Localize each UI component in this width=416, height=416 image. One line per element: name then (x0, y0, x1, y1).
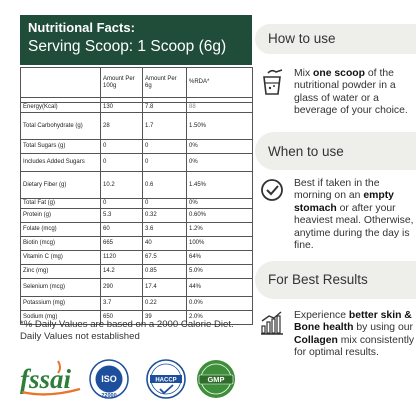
table-header-cell (21, 68, 101, 98)
haccp-logo-text: HACCP (155, 377, 177, 384)
rda-value: 1.45% (187, 172, 253, 199)
footnote-not-established: Daily Values not established (20, 331, 140, 342)
how-to-use-title: How to use (268, 31, 336, 46)
iso-logo-number: 22000 (101, 393, 117, 399)
nutrient-name: Dietary Fiber (g) (21, 172, 101, 199)
amount-per-100g: 290 (101, 279, 143, 297)
nutrition-table (20, 67, 253, 325)
when-to-use-title: When to use (268, 144, 344, 159)
table-row (21, 237, 253, 251)
fssai-logo (18, 358, 84, 400)
table-row (21, 172, 253, 199)
growth-chart-icon (260, 310, 284, 338)
amount-per-100g: 1120 (101, 251, 143, 265)
best-results-title: For Best Results (268, 272, 368, 287)
footnote (20, 319, 270, 343)
amount-per-6g: 0 (143, 140, 187, 154)
nutrient-name: Total Sugars (g) (21, 140, 101, 154)
table-row (21, 265, 253, 279)
amount-per-100g: 10.2 (101, 172, 143, 199)
nutrient-name: Biotin (mcg) (21, 237, 101, 251)
amount-per-100g: 28 (101, 113, 143, 140)
amount-per-100g: 0 (101, 154, 143, 172)
rda-value: 0% (187, 140, 253, 154)
amount-per-6g: 67.5 (143, 251, 187, 265)
amount-per-6g: 1.7 (143, 113, 187, 140)
clock-check-icon (260, 178, 284, 206)
amount-per-100g: 130 (101, 103, 143, 113)
table-row (21, 140, 253, 154)
amount-per-6g: 0 (143, 154, 187, 172)
nutrient-name: Zinc (mg) (21, 265, 101, 279)
table-row (21, 199, 253, 209)
amount-per-6g: 0.32 (143, 209, 187, 223)
amount-per-6g: 0.6 (143, 172, 187, 199)
rda-value: 0.0% (187, 297, 253, 311)
rda-value: 1.2% (187, 223, 253, 237)
gmp-logo-text: GMP (207, 375, 225, 385)
table-header-cell: Amount Per 6g (143, 68, 187, 98)
rda-value: 0% (187, 199, 253, 209)
iso-logo (89, 359, 129, 399)
nutrition-header (20, 15, 252, 65)
amount-per-6g: 40 (143, 237, 187, 251)
table-row (21, 209, 253, 223)
rda-value: 2.0% (187, 311, 253, 325)
gmp-logo (196, 359, 236, 399)
table-row (21, 154, 253, 172)
rda-value: 64% (187, 251, 253, 265)
nutrient-name: Sodium (mg) (21, 311, 101, 325)
how-to-use-text: Mix one scoop of the nutritional powder in a glass of water or a beverage of your choice. (294, 68, 408, 117)
amount-per-6g: 0 (143, 199, 187, 209)
nutrient-name: Energy(Kcal) (21, 103, 101, 113)
rda-value: 0.60% (187, 209, 253, 223)
footnote-daily-values: *% Daily Values are based on a 2000 Calorie Diet. (20, 319, 234, 330)
amount-per-100g: 3.7 (101, 297, 143, 311)
amount-per-100g: 14.2 (101, 265, 143, 279)
table-row (21, 251, 253, 265)
nutrient-name: Total Carbohydrate (g) (21, 113, 101, 140)
serving-size: Serving Scoop: 1 Scoop (6g) (28, 38, 227, 55)
nutrient-name: Folate (mcg) (21, 223, 101, 237)
nutrient-name: Total Fat (g) (21, 199, 101, 209)
best-results-text: Experience better skin & Bone health by using our Collagen mix consistently for optimal results. (294, 310, 415, 359)
nutrient-name: Protein (g) (21, 209, 101, 223)
nutrition-title: Nutritional Facts: (28, 20, 135, 35)
amount-per-6g: 39 (143, 311, 187, 325)
best-results-banner (255, 261, 416, 299)
table-header-row (21, 68, 253, 98)
rda-value: 5.0% (187, 265, 253, 279)
amount-per-100g: 0 (101, 140, 143, 154)
amount-per-100g: 0 (101, 199, 143, 209)
table-header-cell: Amount Per 100g (101, 68, 143, 98)
table-row (21, 113, 253, 140)
scoop-glass-icon (260, 68, 284, 96)
rda-value: 1.50% (187, 113, 253, 140)
amount-per-100g: 665 (101, 237, 143, 251)
nutrient-name: Potassium (mg) (21, 297, 101, 311)
table-row (21, 223, 253, 237)
amount-per-6g: 3.6 (143, 223, 187, 237)
amount-per-6g: 0.22 (143, 297, 187, 311)
amount-per-6g: 0.85 (143, 265, 187, 279)
rda-value: 100% (187, 237, 253, 251)
when-to-use-text: Best if taken in the morning on an empty stomach or after your heaviest meal. Otherwise, anytime during the day is fine. (294, 178, 414, 252)
certification-logos (18, 356, 248, 402)
amount-per-100g: 5.3 (101, 209, 143, 223)
table-row (21, 297, 253, 311)
amount-per-6g: 7.8 (143, 103, 187, 113)
fssai-logo-text: fssai (20, 364, 72, 394)
rda-value: 44% (187, 279, 253, 297)
when-to-use-banner (255, 132, 416, 170)
table-row (21, 103, 253, 113)
nutrient-name: Includes Added Sugars (21, 154, 101, 172)
nutrient-name: Vitamin C (mg) (21, 251, 101, 265)
amount-per-100g: 650 (101, 311, 143, 325)
table-row (21, 279, 253, 297)
rda-value: 0% (187, 154, 253, 172)
amount-per-6g: 17.4 (143, 279, 187, 297)
rda-value: 88 (187, 103, 253, 113)
haccp-logo (146, 359, 186, 399)
amount-per-100g: 60 (101, 223, 143, 237)
how-to-use-banner (255, 24, 416, 54)
table-header-cell: %RDA* (187, 68, 253, 98)
iso-logo-text: ISO (101, 374, 117, 384)
nutrient-name: Selenium (mcg) (21, 279, 101, 297)
